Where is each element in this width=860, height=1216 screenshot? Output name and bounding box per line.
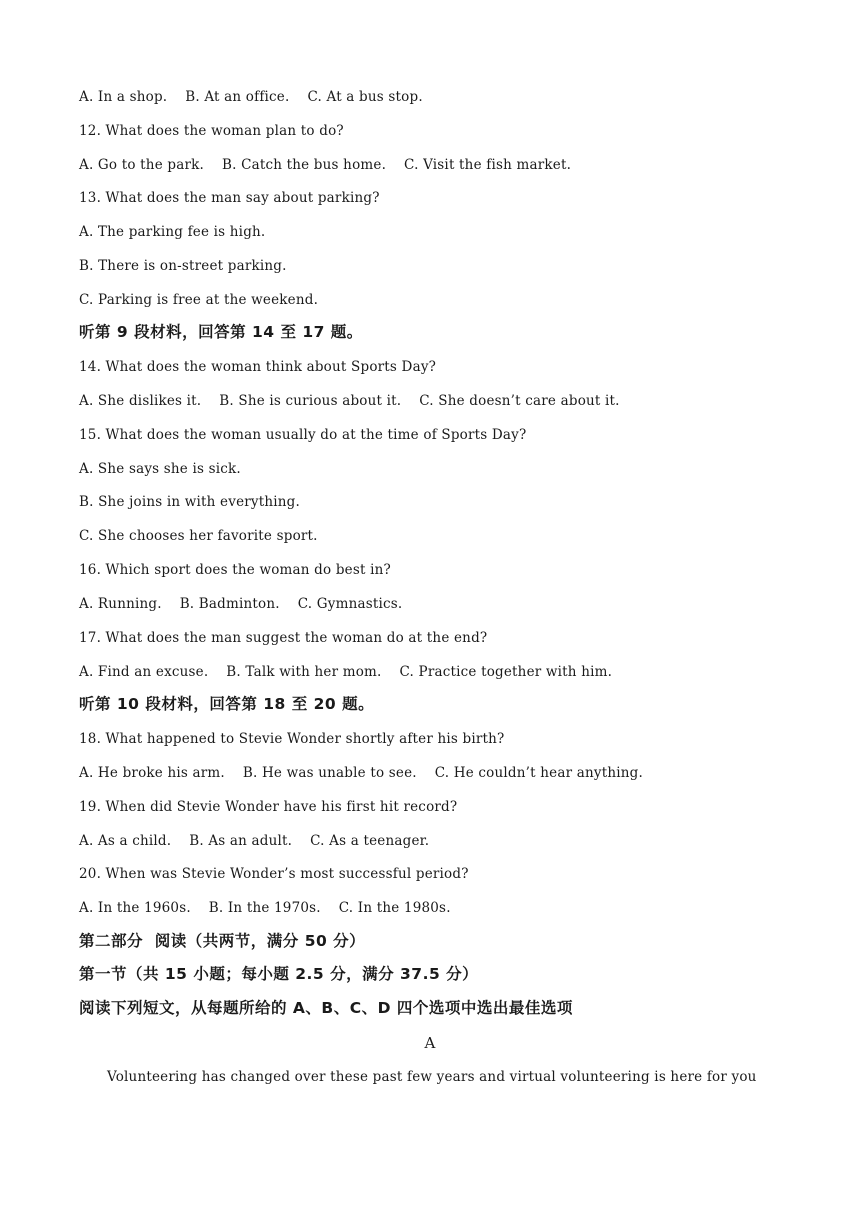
q16-question: 16. Which sport does the woman do best in? xyxy=(79,562,391,578)
q13-option-c: C. Parking is free at the weekend. xyxy=(79,292,319,308)
part-two-heading: 第二部分 阅读（共两节，满分 50 分） xyxy=(79,932,366,950)
q18-options: A. He broke his arm. B. He was unable to see. C. He couldn’t hear anything. xyxy=(79,765,643,781)
q18-question: 18. What happened to Stevie Wonder shortly after his birth? xyxy=(79,731,505,747)
section-one-heading: 第一节（共 15 小题；每小题 2.5 分，满分 37.5 分） xyxy=(79,965,479,983)
q17-options: A. Find an excuse. B. Talk with her mom. C. Practice together with him. xyxy=(79,664,613,680)
q11-options: A. In a shop. B. At an office. C. At a bus stop. xyxy=(79,89,423,105)
q13-option-b: B. There is on-street parking. xyxy=(79,258,287,274)
q17-question: 17. What does the man suggest the woman do at the end? xyxy=(79,630,488,646)
q12-options: A. Go to the park. B. Catch the bus home. C. Visit the fish market. xyxy=(79,157,572,173)
q15-question: 15. What does the woman usually do at the time of Sports Day? xyxy=(79,427,527,443)
q15-option-c: C. She chooses her favorite sport. xyxy=(79,528,318,544)
q20-options: A. In the 1960s. B. In the 1970s. C. In the 1980s. xyxy=(79,900,451,916)
q15-option-a: A. She says she is sick. xyxy=(79,461,241,477)
q14-options: A. She dislikes it. B. She is curious about it. C. She doesn’t care about it. xyxy=(79,393,620,409)
q12-question: 12. What does the woman plan to do? xyxy=(79,123,344,139)
passage-a-first-line: Volunteering has changed over these past few years and virtual volunteering is here for you xyxy=(107,1069,757,1085)
q19-question: 19. When did Stevie Wonder have his first hit record? xyxy=(79,799,458,815)
section-heading-passage-10: 听第 10 段材料，回答第 18 至 20 题。 xyxy=(79,695,375,713)
section-heading-passage-9: 听第 9 段材料，回答第 14 至 17 题。 xyxy=(79,323,363,341)
q16-options: A. Running. B. Badminton. C. Gymnastics. xyxy=(79,596,403,612)
q14-question: 14. What does the woman think about Sports Day? xyxy=(79,359,437,375)
q13-option-a: A. The parking fee is high. xyxy=(79,224,266,240)
q19-options: A. As a child. B. As an adult. C. As a teenager. xyxy=(79,833,430,849)
q15-option-b: B. She joins in with everything. xyxy=(79,494,301,510)
q13-question: 13. What does the man say about parking? xyxy=(79,190,380,206)
q20-question: 20. When was Stevie Wonder’s most successful period? xyxy=(79,866,469,882)
reading-instructions: 阅读下列短文，从每题所给的 A、B、C、D 四个选项中选出最佳选项 xyxy=(79,999,573,1017)
passage-label: A xyxy=(424,1034,436,1052)
